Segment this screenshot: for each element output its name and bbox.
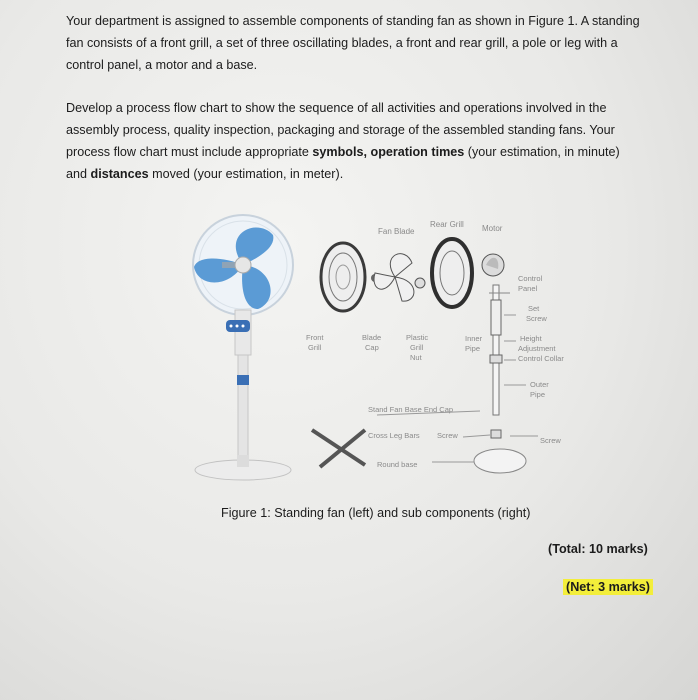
p2-bold-symbols: symbols, operation times <box>312 145 465 159</box>
label-height-adj-3: Control Collar <box>518 354 564 363</box>
label-front-grill-2: Grill <box>308 343 322 352</box>
label-plastic-grill-nut-1: Plastic <box>406 333 429 342</box>
label-fan-blade: Fan Blade <box>378 227 415 236</box>
label-screw-right: Screw <box>540 436 561 445</box>
label-control-2: Panel <box>518 284 538 293</box>
label-set-screw-1: Set <box>528 304 540 313</box>
label-set-screw-2: Screw <box>526 314 547 323</box>
fan-components-diagram <box>312 239 538 473</box>
question-paragraph-1: Your department is assigned to assemble components of standing fan as shown in Figure 1. A standing fan consists of a front grill, a set of three oscillating blades, a front and rear grill, a pole or leg with a control panel, a motor and a base. <box>66 14 640 72</box>
label-control-1: Control <box>518 274 543 283</box>
standing-fan-figure <box>180 205 620 500</box>
p2-text-1: Develop a process flow chart to show the sequence of all activities and operations involved in the assembly process, quality inspection, packaging and storage of the assembled standing fans. Your process flow chart must include appropriate <box>66 101 615 159</box>
label-rear-grill: Rear Grill <box>430 220 464 229</box>
p2-text-2: (your estimation, in minute) and <box>66 145 620 181</box>
assembled-fan-image <box>193 215 293 480</box>
label-blade-cap-1: Blade <box>362 333 382 342</box>
label-plastic-grill-nut-3: Nut <box>410 353 422 362</box>
question-paragraph-2 <box>66 97 644 185</box>
label-inner-pipe-2: Pipe <box>465 344 481 353</box>
label-screw-left: Screw <box>437 431 458 440</box>
p2-bold-distances: distances <box>90 167 149 181</box>
label-plastic-grill-nut-2: Grill <box>410 343 424 352</box>
total-marks: (Total: 10 marks) <box>548 542 648 556</box>
label-stand-fan-base-end-cap: Stand Fan Base End Cap <box>368 405 454 414</box>
net-marks: (Net: 3 marks) <box>563 579 653 595</box>
label-inner-pipe-1: Inner <box>465 334 483 343</box>
label-cross-leg-bars: Cross Leg Bars <box>368 431 420 440</box>
label-motor: Motor <box>482 224 503 233</box>
label-round-base: Round base <box>377 460 418 469</box>
label-height-adj-1: Height <box>520 334 542 343</box>
label-height-adj-2: Adjustment <box>518 344 556 353</box>
label-outer-pipe-2: Pipe <box>530 390 546 399</box>
p2-text-3: moved (your estimation, in meter). <box>148 167 344 181</box>
figure-caption: Figure 1: Standing fan (left) and sub components (right) <box>221 506 531 520</box>
label-outer-pipe-1: Outer <box>530 380 549 389</box>
label-blade-cap-2: Cap <box>365 343 379 352</box>
label-front-grill-1: Front <box>306 333 324 342</box>
